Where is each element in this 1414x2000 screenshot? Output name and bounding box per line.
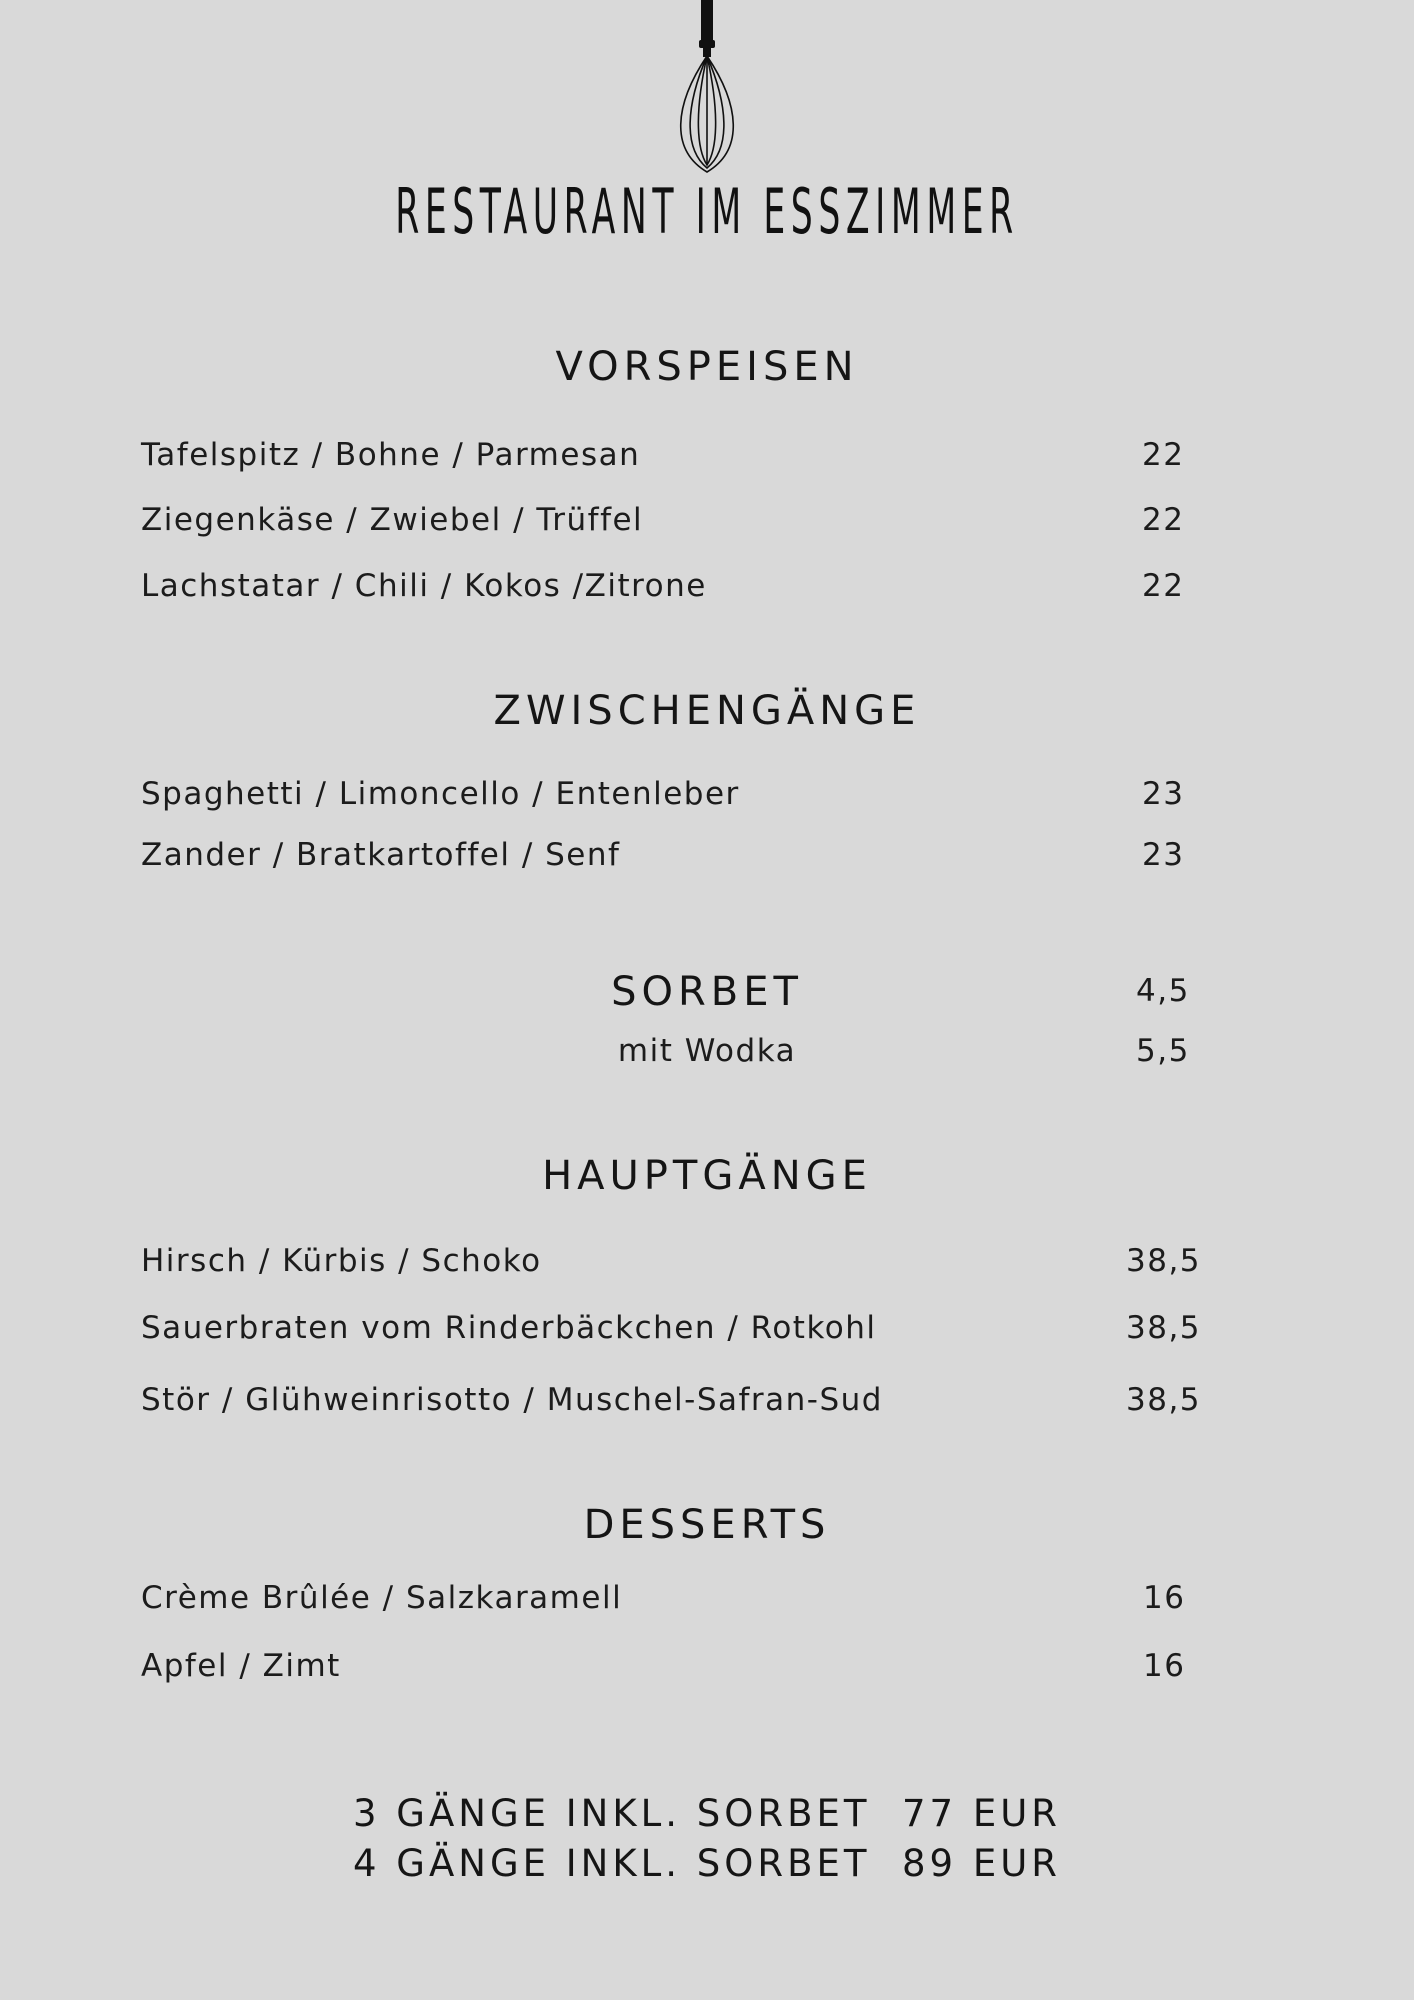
menu-item-price: 16 xyxy=(1143,1648,1186,1684)
menu-item: Crème Brûlée / Salzkaramell xyxy=(141,1580,623,1616)
menu-offer-price: 77 EUR xyxy=(901,1792,1061,1835)
menu-item: Lachstatar / Chili / Kokos /Zitrone xyxy=(141,568,707,604)
menu-item-price: 23 xyxy=(1142,837,1185,873)
section-heading-sorbet: SORBET xyxy=(611,969,803,1015)
menu-offer-label: 4 GÄNGE INKL. SORBET xyxy=(353,1842,871,1885)
sorbet-variant: mit Wodka xyxy=(617,1033,797,1069)
menu-item: Stör / Glühweinrisotto / Muschel-Safran-Sud xyxy=(141,1382,883,1418)
section-heading-zwischengaenge: ZWISCHENGÄNGE xyxy=(493,688,921,734)
section-heading-hauptgaenge: HAUPTGÄNGE xyxy=(542,1153,872,1199)
menu-item-price: 22 xyxy=(1142,502,1185,538)
restaurant-title: RESTAURANT IM ESSZIMMER xyxy=(395,175,1019,248)
menu-item-price: 22 xyxy=(1142,568,1185,604)
menu-offer-3-courses xyxy=(0,1792,1414,1835)
menu-item-price: 38,5 xyxy=(1126,1382,1202,1418)
menu-item: Tafelspitz / Bohne / Parmesan xyxy=(141,437,641,473)
menu-item: Ziegenkäse / Zwiebel / Trüffel xyxy=(141,502,644,538)
menu-item: Sauerbraten vom Rinderbäckchen / Rotkohl xyxy=(141,1310,877,1346)
menu-item: Zander / Bratkartoffel / Senf xyxy=(141,837,621,873)
menu-item-price: 38,5 xyxy=(1126,1310,1202,1346)
whisk-icon xyxy=(666,0,748,176)
menu-item: Apfel / Zimt xyxy=(141,1648,341,1684)
menu-item-price: 22 xyxy=(1142,437,1185,473)
section-heading-desserts: DESSERTS xyxy=(583,1502,831,1548)
section-heading-vorspeisen: VORSPEISEN xyxy=(555,344,859,390)
menu-offer-4-courses xyxy=(0,1842,1414,1885)
menu-item: Hirsch / Kürbis / Schoko xyxy=(141,1243,542,1279)
sorbet-variant-price: 5,5 xyxy=(1136,1033,1190,1069)
menu-offer-price: 89 EUR xyxy=(901,1842,1061,1885)
menu-item-price: 23 xyxy=(1142,776,1185,812)
menu-offer-label: 3 GÄNGE INKL. SORBET xyxy=(353,1792,871,1835)
menu-item-price: 16 xyxy=(1143,1580,1186,1616)
sorbet-price: 4,5 xyxy=(1136,973,1190,1009)
menu-item: Spaghetti / Limoncello / Entenleber xyxy=(141,776,740,812)
menu-item-price: 38,5 xyxy=(1126,1243,1202,1279)
